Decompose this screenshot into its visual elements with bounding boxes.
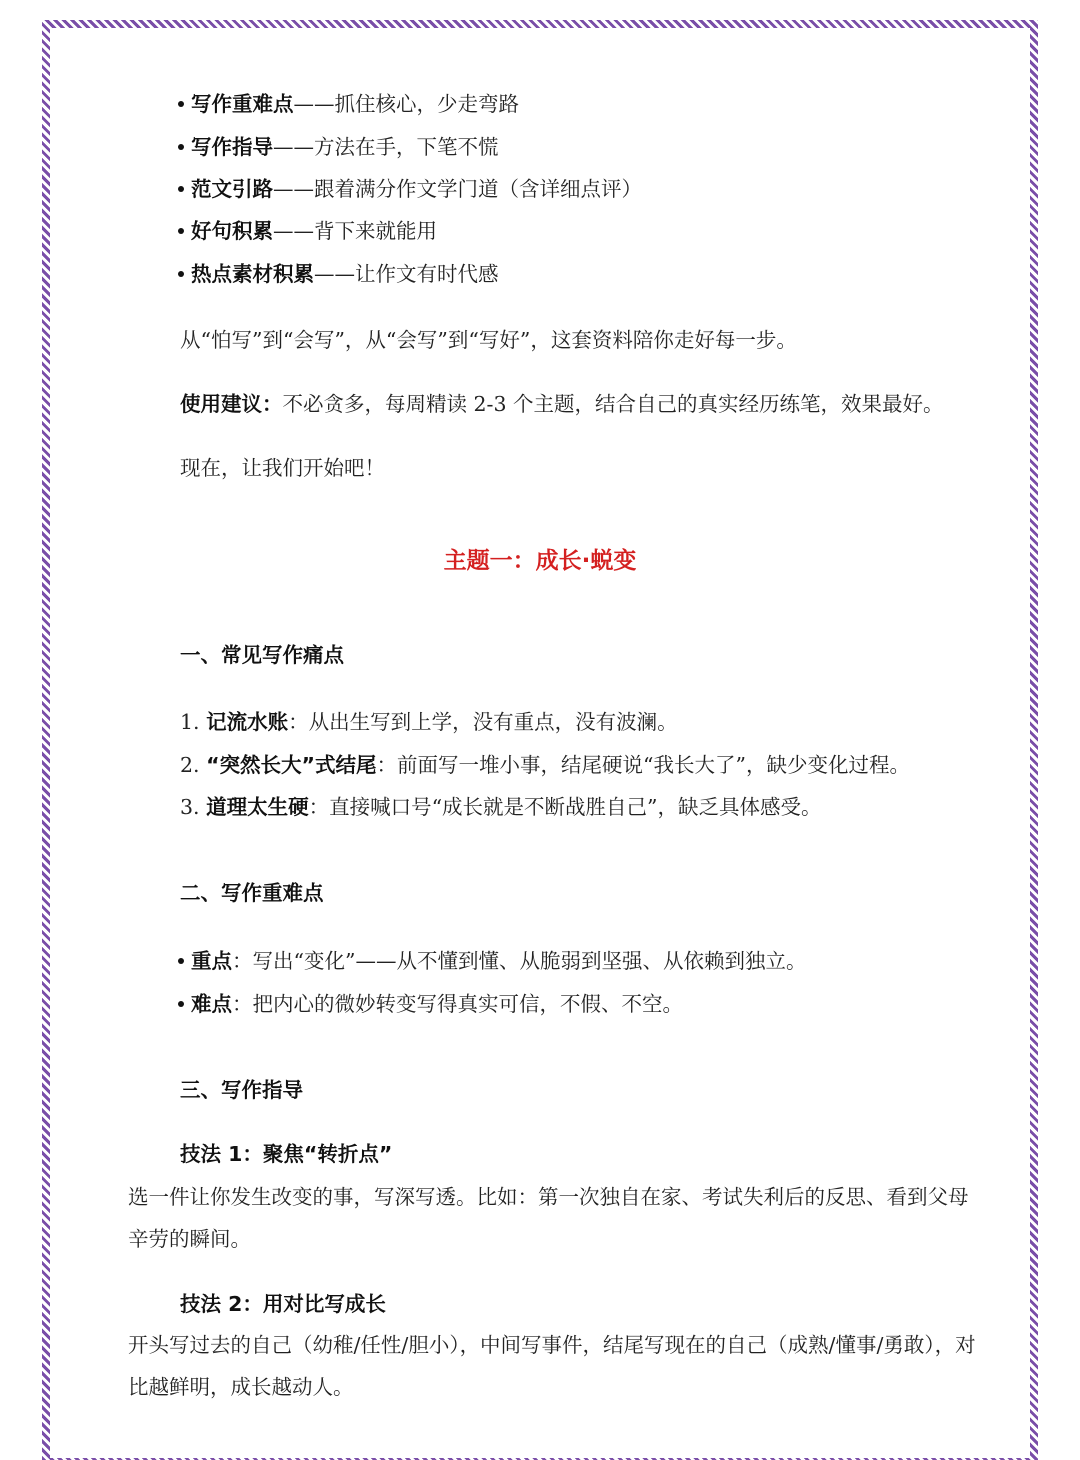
list-item: 重点：写出“变化”——从不懂到懂、从脆弱到坚强、从依赖到独立。 [178,947,806,975]
list-item: 2. “突然长大”式结尾：前面写一堆小事，结尾硬说“我长大了”，缺少变化过程。 [180,753,910,777]
list-item: 1. 记流水账：从出生写到上学，没有重点，没有波澜。 [180,710,678,734]
intro-bullet: 好句积累——背下来就能用 [178,217,437,245]
section-heading-writing-guide: 三、写作指导 [180,1078,303,1102]
start-line: 现在，让我们开始吧！ [180,456,385,480]
bullet-dot-icon [178,958,184,964]
tip-body: 开头写过去的自己（幼稚/任性/胆小），中间写事件，结尾写现在的自己（成熟/懂事/勇敢），对比越鲜明，成长越动人。 [128,1333,976,1399]
section-heading-pain-points: 一、常见写作痛点 [180,643,344,667]
intro-bullet: 写作指导——方法在手，下笔不慌 [178,133,499,161]
intro-bullet: 写作重难点——抓住核心，少走弯路 [178,90,519,118]
bullet-dot-icon [178,228,184,234]
list-item: 难点：把内心的微妙转变写得真实可信，不假、不空。 [178,990,683,1018]
intro-line: 从“怕写”到“会写”，从“会写”到“写好”，这套资料陪你走好每一步。 [180,328,797,352]
tip-title: 技法 2：用对比写成长 [180,1292,386,1316]
bullet-dot-icon [178,271,184,277]
intro-bullet: 范文引路——跟着满分作文学门道（含详细点评） [178,175,642,203]
intro-bullet: 热点素材积累——让作文有时代感 [178,260,499,288]
bullet-dot-icon [178,144,184,150]
tip-title: 技法 1：聚焦“转折点” [180,1142,393,1166]
bullet-dot-icon [178,101,184,107]
section-heading-key-points: 二、写作重难点 [180,881,324,905]
tip-body: 选一件让你发生改变的事，写深写透。比如：第一次独自在家、考试失利后的反思、看到父母辛劳的瞬间。 [128,1185,969,1251]
bullet-dot-icon [178,1001,184,1007]
theme-title: 主题一：成长·蜕变 [443,548,637,574]
usage-advice: 使用建议：不必贪多，每周精读 2-3 个主题，结合自己的真实经历练笔，效果最好。 [180,392,944,416]
bullet-dot-icon [178,186,184,192]
list-item: 3. 道理太生硬：直接喊口号“成长就是不断战胜自己”，缺乏具体感受。 [180,795,822,819]
